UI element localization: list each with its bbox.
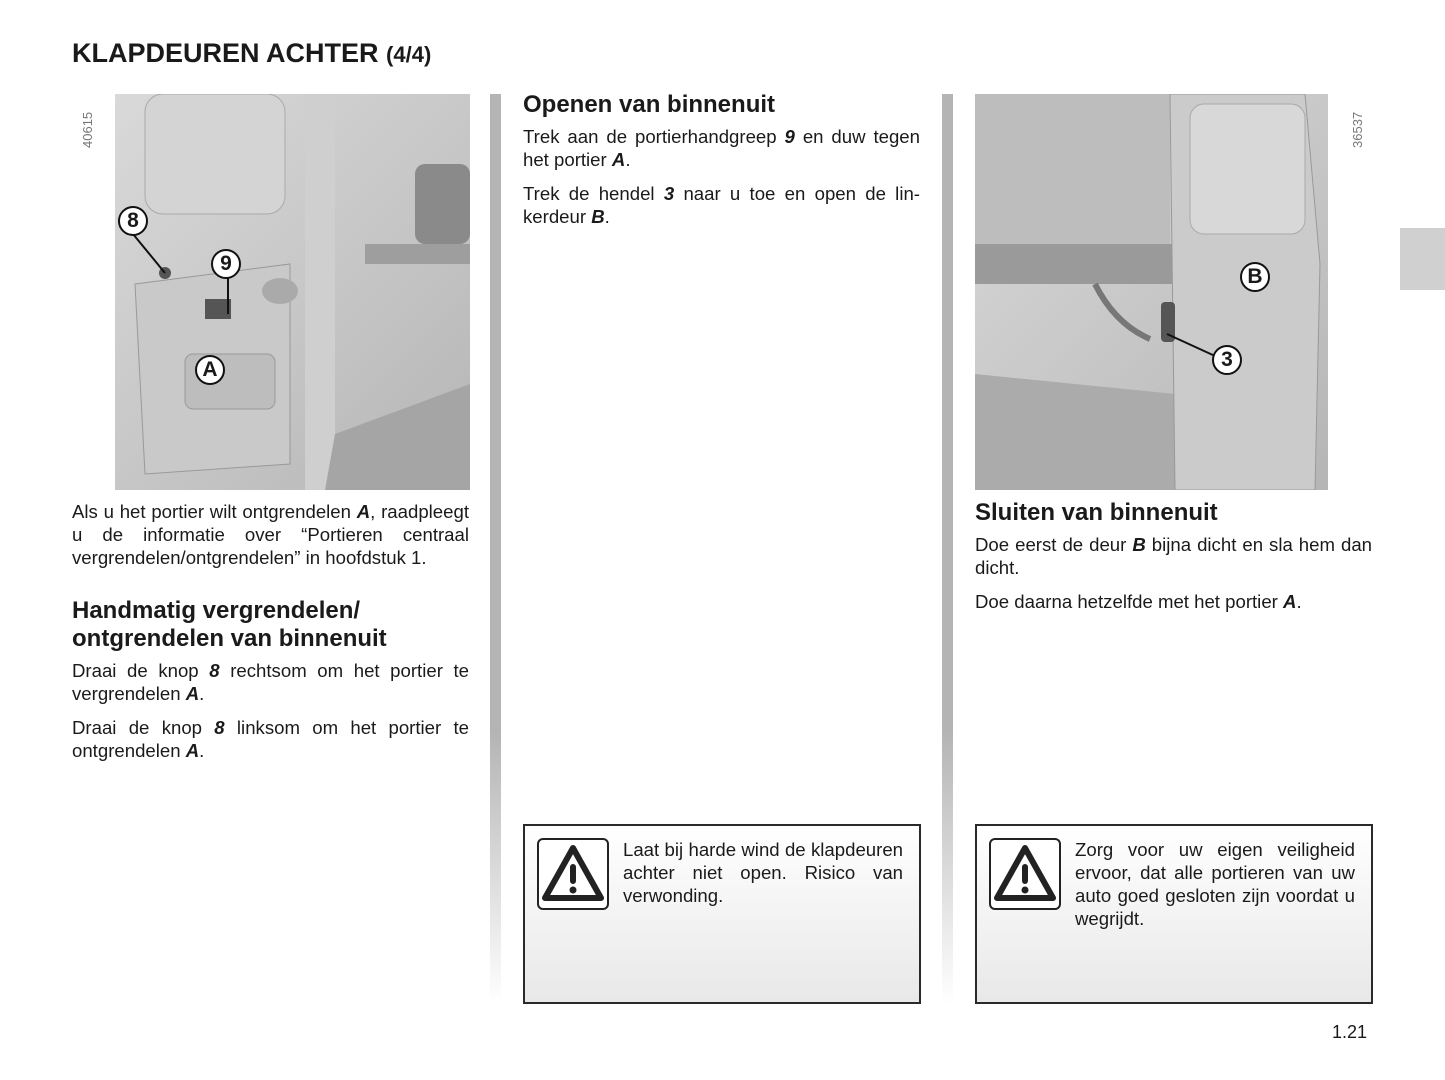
figure-code: 40615 (80, 111, 95, 148)
text-segment: bijna dicht en sla hem dan dicht. (975, 534, 1373, 578)
paragraph (72, 716, 469, 762)
text-segment: Doe daarna hetzelfde met het portier (975, 591, 1284, 612)
callout-8: 8 (118, 206, 148, 236)
paragraph (975, 533, 1372, 579)
reference-label: A (185, 740, 200, 761)
callout-9: 9 (211, 249, 241, 279)
text-segment: . (199, 683, 205, 704)
warning-triangle-icon (989, 838, 1061, 910)
door-illustration (115, 94, 470, 490)
text-segment: Trek de hendel (523, 183, 664, 204)
callout-a: A (195, 355, 225, 385)
text-segment: Doe eerst de deur (975, 534, 1133, 555)
paragraph (523, 182, 920, 228)
reference-label: 3 (663, 183, 675, 204)
door-lever-illustration (975, 94, 1328, 490)
warning-box (523, 824, 921, 1004)
reference-label: 8 (209, 660, 220, 681)
reference-label: B (1132, 534, 1146, 555)
reference-label: 8 (214, 717, 225, 738)
text-segment: . (1296, 591, 1302, 612)
chapter-tab (1400, 228, 1445, 290)
figure-rear-door-interior (115, 94, 470, 490)
text-segment: Als u het portier wilt ontgrendelen (72, 501, 357, 522)
callout-3: 3 (1212, 345, 1242, 375)
page-number: 1.21 (1332, 1022, 1368, 1042)
reference-label: A (611, 149, 626, 170)
title-part: (4/4) (386, 42, 432, 67)
paragraph (975, 590, 1372, 613)
text-segment: linksom om het portier te ontgrendelen (72, 717, 469, 761)
paragraph (523, 125, 920, 171)
figure-code: 36537 (1350, 111, 1365, 148)
reference-label: B (591, 206, 605, 227)
text-segment: Draai de knop (72, 717, 215, 738)
callout-b: B (1240, 262, 1270, 292)
text-segment: . (625, 149, 631, 170)
reference-label: 9 (784, 126, 795, 147)
reference-label: A (185, 683, 200, 704)
warning-text: Laat bij harde wind de klapdeuren achter niet open. Risico van verwonding. (623, 839, 903, 906)
text-segment: Draai de knop (72, 660, 210, 681)
figure-left-door-lever (975, 94, 1328, 490)
left-column (72, 500, 469, 773)
section-heading-manual-lock: Handmatig vergrendelen/ ontgrendelen van binnenuit (72, 597, 387, 652)
intro-paragraph (72, 500, 469, 569)
page-title (72, 38, 431, 69)
text-segment: . (604, 206, 610, 227)
text-segment: naar u toe en open de linkerdeur (523, 183, 920, 227)
section-heading-close-inside: Sluiten van binnenuit (975, 499, 1218, 526)
warning-triangle-icon (537, 838, 609, 910)
title-text: KLAPDEUREN ACHTER (72, 38, 379, 68)
column-divider (490, 94, 501, 1004)
column-divider (942, 94, 953, 1004)
section-heading-open-inside: Openen van binnenuit (523, 91, 776, 118)
text-segment: rechtsom om het portier te vergrendelen (72, 660, 469, 704)
text-segment: . (199, 740, 205, 761)
paragraph (72, 659, 469, 705)
middle-column (523, 91, 920, 239)
text-segment: Trek aan de portierhandgreep (523, 126, 785, 147)
text-segment: , raadpleegt u de informatie over “Portieren centraal vergrendelen/ontgrendelen” in hoofdstuk 1. (72, 501, 469, 568)
warning-text: Zorg voor uw eigen veiligheid ervoor, dat alle portieren van uw auto goed gesloten zijn voordat u wegrijdt. (1075, 839, 1355, 929)
right-column (975, 499, 1372, 624)
reference-label: A (1283, 591, 1297, 612)
reference-label: A (356, 501, 371, 522)
text-segment: en duw tegen het portier (523, 126, 920, 170)
warning-box (975, 824, 1373, 1004)
